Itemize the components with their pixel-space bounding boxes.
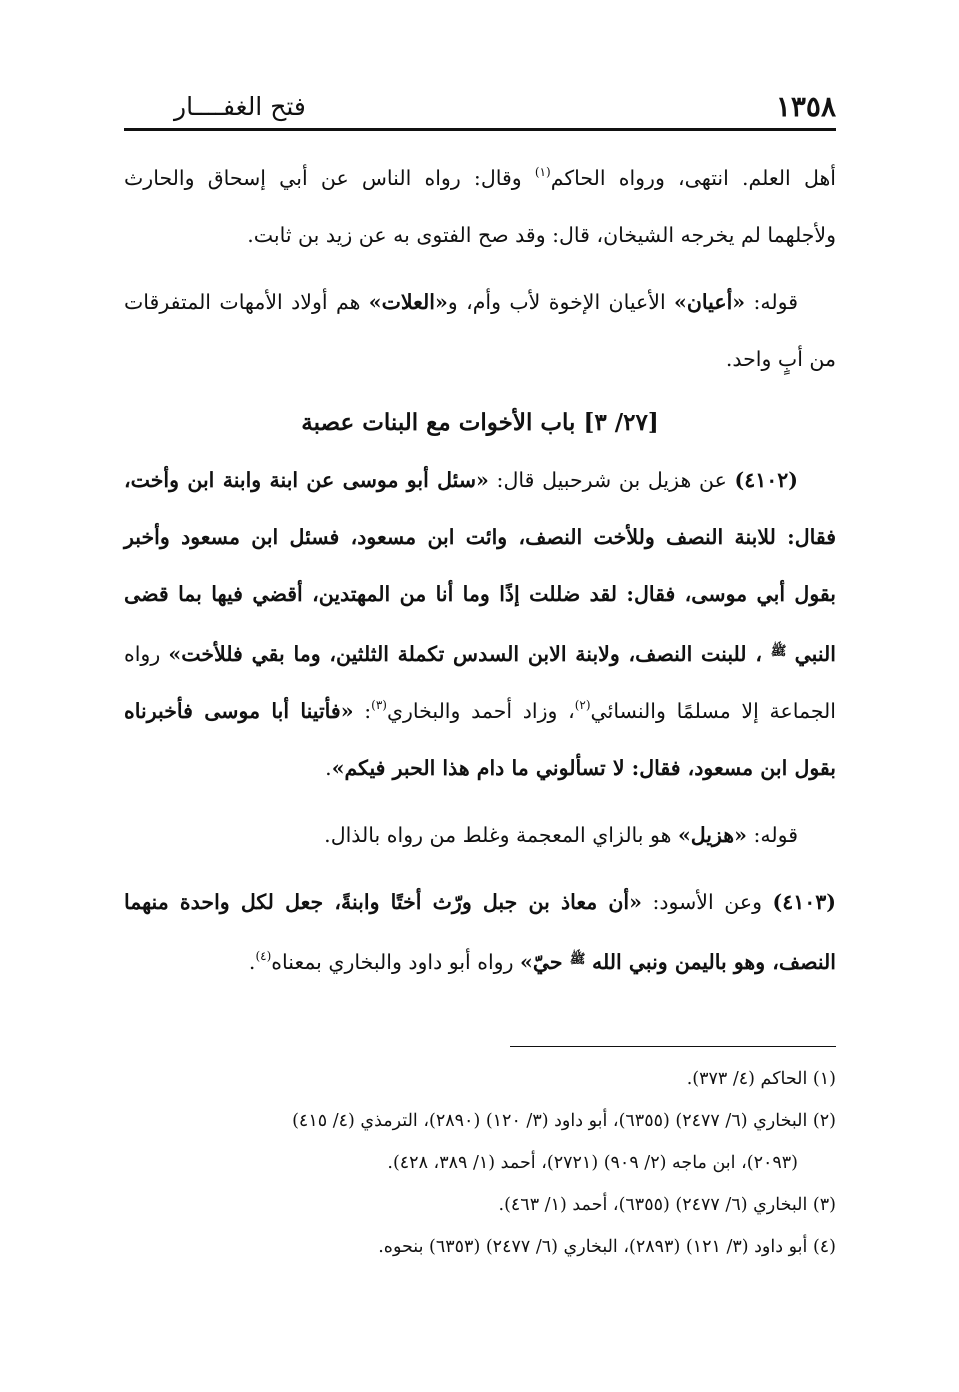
section-heading: [٢٧/ ٣] باب الأخوات مع البنات عصبة — [301, 409, 659, 436]
page-header — [124, 88, 836, 131]
hadith-quote: «أن معاذ بن جبل ورّث أختًا وابنةً، جعل لكل واحدة منهما النصف، وهو باليمن ونبي الله — [124, 890, 836, 974]
footnote-1: (١) الحاكم (٤/ ٣٧٣). — [686, 1069, 836, 1089]
running-title: فتح الغفــــار — [174, 92, 306, 121]
paragraph-hakim: أهل العلم. انتهى، ورواه الحاكم$^{(١)}$ وقال: رواه الناس عن أبي إسحاق والحارث ولأجلهما لم يخرجه الشيخان، قال: وقد صح الفتوى به عن زيد بن ثابت. — [124, 165, 836, 247]
term-allat: «العلات» — [368, 290, 448, 314]
footnote-ref-1[interactable]: (١) — [534, 165, 551, 179]
paragraph-huzayl: قوله: «هزيل» هو بالزاي المعجمة وغلط من رواه بالذال. — [324, 823, 798, 847]
paragraph-ayan: قوله: «أعيان» الأعيان الإخوة لأب وأم، و«العلات» هم أولاد الأمهات المتفرقات من أبٍ واحد. — [124, 290, 836, 371]
footnote-ref-3[interactable]: (٣) — [371, 698, 387, 712]
footnote-divider — [510, 1046, 836, 1047]
term-huzayl: «هزيل» — [677, 823, 747, 847]
hadith-number: (٤١٠٢) — [734, 468, 798, 492]
footnote-2: (٢) البخاري (٦/ ٢٤٧٧) (٦٣٥٥)، أبو داود (٣/ ١٢٠) (٢٨٩٠)، الترمذي (٤/ ٤١٥) (٢٠٩٣)، ابن ماجه (٢/ ٩٠٩) (٢٧٢١)، أحمد (١/ ٣٨٩، ٤٢٨). — [292, 1111, 836, 1173]
main-text — [124, 150, 836, 1001]
hadith-4102: (٤١٠٢) عن هزيل بن شرحبيل قال: «سئل أبو موسى عن ابنة وابنة ابن وأخت، فقال: للابنة النصف وللأخت النصف، وائت ابن مسعود، فسئل ابن مسعود وأخبر بقول أبي موسى، فقال: لقد ضللت إذًا وما أنا من المهتدين، أقضي فيها بما قضى النبي $^ﷺ$ ، للبنت النصف، ولابنة الابن السدس تكملة الثلثين، وما بقي فللأخت» رواه الجماعة إلا مسلمًا والنسائي$^{(٢)}$، وزاد أحمد والبخاري$^{(٣)}$: «فأتينا أبا موسى فأخبرناه بقول ابن مسعود، فقال: لا تسألوني ما دام هذا الحبر فيكم». — [124, 468, 836, 780]
salawat-honorific-icon: ﷺ — [770, 644, 787, 659]
hadith-4103: (٤١٠٣) وعن الأسود: «أن معاذ بن جبل ورّث أختًا وابنةً، جعل لكل واحدة منهما النصف، وهو باليمن ونبي الله $^ﷺ$ حيّ» رواه أبو داود والبخاري بمعناه$^{(٤)}$. — [124, 890, 836, 974]
hadith-quote: «سئل أبو موسى عن ابنة وابنة ابن وأخت، فقال: للابنة النصف وللأخت النصف، وائت ابن مسعود، فسئل ابن مسعود وأخبر بقول أبي موسى، فقال: لقد ضللت إذًا وما أنا من المهتدين، أقضي فيها بما قضى النبي — [124, 468, 836, 666]
page-number: ١٣٥٨ — [775, 90, 836, 123]
footnote-4: (٤) أبو داود (٣/ ١٢١) (٢٨٩٣)، البخاري (٦/ ٢٤٧٧) (٦٣٥٣) بنحوه. — [378, 1237, 836, 1257]
footnote-3: (٣) البخاري (٦/ ٢٤٧٧) (٦٣٥٥)، أحمد (١/ ٤٦٣). — [498, 1195, 836, 1215]
term-ayan: «أعيان» — [674, 290, 746, 314]
salawat-honorific-icon: ﷺ — [569, 952, 586, 967]
footnotes — [124, 1058, 836, 1268]
footnote-ref-4[interactable]: (٤) — [255, 949, 272, 963]
footnote-ref-2[interactable]: (٢) — [574, 698, 591, 712]
hadith-number: (٤١٠٣) — [772, 890, 836, 914]
hadith-quote-addition: «فأتينا أبا موسى فأخبرناه بقول ابن مسعود، فقال: لا تسألوني ما دام هذا الحبر فيكم» — [124, 699, 836, 780]
